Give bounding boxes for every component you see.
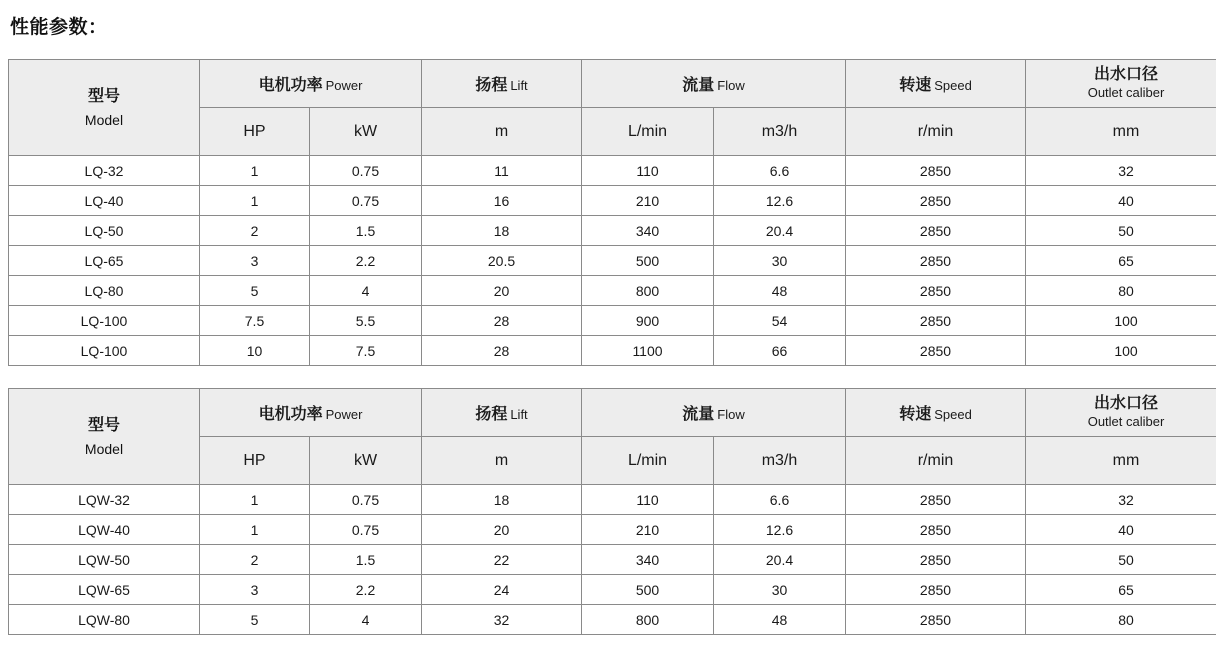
header-outlet-cn: 出水口径 xyxy=(1093,66,1158,84)
cell-hp: 3 xyxy=(200,246,310,276)
table-row xyxy=(9,336,1216,366)
header-unit-m3h: m3/h xyxy=(714,437,846,485)
header-unit-kw: kW xyxy=(310,108,422,156)
header-flow xyxy=(582,389,846,437)
cell-outlet: 65 xyxy=(1026,575,1216,605)
cell-hp: 5 xyxy=(200,605,310,635)
cell-model: LQW-65 xyxy=(9,575,200,605)
page-title: 性能参数： xyxy=(10,17,108,38)
cell-speed: 2850 xyxy=(846,545,1026,575)
spec-table-lqw xyxy=(8,388,1216,635)
cell-speed: 2850 xyxy=(846,605,1026,635)
cell-kw: 0.75 xyxy=(310,156,422,186)
header-power-cn: 电机功率 xyxy=(258,77,323,94)
cell-speed: 2850 xyxy=(846,186,1026,216)
cell-kw: 5.5 xyxy=(310,306,422,336)
header-lift xyxy=(422,60,582,108)
cell-lmin: 340 xyxy=(582,216,714,246)
cell-lift: 16 xyxy=(422,186,582,216)
cell-outlet: 80 xyxy=(1026,605,1216,635)
cell-lmin: 500 xyxy=(582,246,714,276)
header-flow-en: Flow xyxy=(717,407,745,422)
header-power-cn: 电机功率 xyxy=(258,406,323,423)
header-speed-en: Speed xyxy=(934,78,972,93)
cell-outlet: 40 xyxy=(1026,186,1216,216)
table-row xyxy=(9,306,1216,336)
cell-hp: 2 xyxy=(200,216,310,246)
cell-lmin: 210 xyxy=(582,186,714,216)
cell-hp: 1 xyxy=(200,186,310,216)
table-row xyxy=(9,545,1216,575)
cell-speed: 2850 xyxy=(846,276,1026,306)
header-unit-m: m xyxy=(422,437,582,485)
cell-outlet: 40 xyxy=(1026,515,1216,545)
header-outlet-en: Outlet caliber xyxy=(1087,414,1165,430)
cell-model: LQW-40 xyxy=(9,515,200,545)
spec-table-lq xyxy=(8,59,1216,366)
table-row xyxy=(9,156,1216,186)
header-unit-m3h: m3/h xyxy=(714,108,846,156)
cell-kw: 1.5 xyxy=(310,545,422,575)
header-unit-hp: HP xyxy=(200,437,310,485)
cell-speed: 2850 xyxy=(846,515,1026,545)
cell-hp: 5 xyxy=(200,276,310,306)
header-unit-mm: mm xyxy=(1026,108,1216,156)
cell-hp: 2 xyxy=(200,545,310,575)
header-power xyxy=(200,389,422,437)
header-model-cn: 型号 xyxy=(87,416,120,434)
header-model-en: Model xyxy=(84,111,124,128)
cell-lmin: 500 xyxy=(582,575,714,605)
cell-lmin: 800 xyxy=(582,605,714,635)
header-speed xyxy=(846,60,1026,108)
cell-hp: 7.5 xyxy=(200,306,310,336)
cell-speed: 2850 xyxy=(846,246,1026,276)
cell-hp: 3 xyxy=(200,575,310,605)
header-lift xyxy=(422,389,582,437)
cell-m3h: 6.6 xyxy=(714,485,846,515)
header-outlet-en: Outlet caliber xyxy=(1087,85,1165,101)
cell-hp: 1 xyxy=(200,485,310,515)
header-unit-rmin: r/min xyxy=(846,108,1026,156)
cell-kw: 7.5 xyxy=(310,336,422,366)
cell-kw: 4 xyxy=(310,605,422,635)
header-unit-m: m xyxy=(422,108,582,156)
table-row xyxy=(9,575,1216,605)
header-outlet xyxy=(1026,60,1216,108)
table-row xyxy=(9,246,1216,276)
cell-model: LQ-40 xyxy=(9,186,200,216)
cell-lmin: 210 xyxy=(582,515,714,545)
cell-m3h: 30 xyxy=(714,575,846,605)
header-lift-cn: 扬程 xyxy=(475,406,508,423)
cell-m3h: 6.6 xyxy=(714,156,846,186)
table-row xyxy=(9,515,1216,545)
header-model xyxy=(9,389,200,485)
cell-speed: 2850 xyxy=(846,156,1026,186)
cell-kw: 1.5 xyxy=(310,216,422,246)
table-header xyxy=(9,389,1216,485)
cell-speed: 2850 xyxy=(846,575,1026,605)
header-unit-mm: mm xyxy=(1026,437,1216,485)
header-lift-en: Lift xyxy=(510,407,528,422)
table-body-lqw xyxy=(9,485,1216,635)
cell-lift: 32 xyxy=(422,605,582,635)
cell-lift: 28 xyxy=(422,336,582,366)
cell-hp: 1 xyxy=(200,156,310,186)
header-flow-en: Flow xyxy=(717,78,745,93)
cell-lift: 20.5 xyxy=(422,246,582,276)
header-outlet-cn: 出水口径 xyxy=(1093,395,1158,413)
cell-outlet: 50 xyxy=(1026,545,1216,575)
header-unit-lmin: L/min xyxy=(582,437,714,485)
cell-m3h: 20.4 xyxy=(714,545,846,575)
cell-kw: 2.2 xyxy=(310,246,422,276)
cell-model: LQ-50 xyxy=(9,216,200,246)
cell-lmin: 800 xyxy=(582,276,714,306)
cell-lmin: 1100 xyxy=(582,336,714,366)
cell-speed: 2850 xyxy=(846,306,1026,336)
header-speed-cn: 转速 xyxy=(899,406,932,423)
cell-lift: 18 xyxy=(422,216,582,246)
cell-kw: 4 xyxy=(310,276,422,306)
cell-m3h: 48 xyxy=(714,605,846,635)
header-outlet xyxy=(1026,389,1216,437)
header-model xyxy=(9,60,200,156)
cell-lmin: 340 xyxy=(582,545,714,575)
header-speed-cn: 转速 xyxy=(899,77,932,94)
cell-lift: 28 xyxy=(422,306,582,336)
table-row xyxy=(9,485,1216,515)
cell-lmin: 110 xyxy=(582,485,714,515)
cell-speed: 2850 xyxy=(846,336,1026,366)
cell-model: LQW-32 xyxy=(9,485,200,515)
header-unit-rmin: r/min xyxy=(846,437,1026,485)
cell-m3h: 54 xyxy=(714,306,846,336)
table-row xyxy=(9,276,1216,306)
header-lift-cn: 扬程 xyxy=(475,77,508,94)
table-header xyxy=(9,60,1216,156)
header-unit-lmin: L/min xyxy=(582,108,714,156)
cell-lmin: 110 xyxy=(582,156,714,186)
header-flow xyxy=(582,60,846,108)
cell-hp: 10 xyxy=(200,336,310,366)
cell-m3h: 48 xyxy=(714,276,846,306)
cell-model: LQ-100 xyxy=(9,336,200,366)
cell-model: LQW-50 xyxy=(9,545,200,575)
cell-m3h: 12.6 xyxy=(714,186,846,216)
table-row xyxy=(9,605,1216,635)
header-power-en: Power xyxy=(325,78,363,93)
header-unit-hp: HP xyxy=(200,108,310,156)
cell-outlet: 32 xyxy=(1026,156,1216,186)
cell-outlet: 65 xyxy=(1026,246,1216,276)
cell-kw: 0.75 xyxy=(310,515,422,545)
table-row xyxy=(9,186,1216,216)
cell-m3h: 30 xyxy=(714,246,846,276)
header-speed-en: Speed xyxy=(934,407,972,422)
cell-kw: 0.75 xyxy=(310,485,422,515)
cell-kw: 2.2 xyxy=(310,575,422,605)
table-row xyxy=(9,216,1216,246)
cell-lift: 20 xyxy=(422,276,582,306)
header-flow-cn: 流量 xyxy=(682,406,715,423)
cell-m3h: 66 xyxy=(714,336,846,366)
cell-outlet: 50 xyxy=(1026,216,1216,246)
cell-lmin: 900 xyxy=(582,306,714,336)
cell-model: LQ-32 xyxy=(9,156,200,186)
cell-model: LQW-80 xyxy=(9,605,200,635)
header-power xyxy=(200,60,422,108)
table-body-lq xyxy=(9,156,1216,366)
header-lift-en: Lift xyxy=(510,78,528,93)
cell-model: LQ-65 xyxy=(9,246,200,276)
cell-lift: 24 xyxy=(422,575,582,605)
cell-hp: 1 xyxy=(200,515,310,545)
cell-m3h: 12.6 xyxy=(714,515,846,545)
cell-lift: 18 xyxy=(422,485,582,515)
cell-model: LQ-80 xyxy=(9,276,200,306)
header-power-en: Power xyxy=(325,407,363,422)
header-model-en: Model xyxy=(84,440,124,457)
cell-m3h: 20.4 xyxy=(714,216,846,246)
cell-lift: 20 xyxy=(422,515,582,545)
cell-kw: 0.75 xyxy=(310,186,422,216)
cell-outlet: 80 xyxy=(1026,276,1216,306)
cell-outlet: 32 xyxy=(1026,485,1216,515)
cell-model: LQ-100 xyxy=(9,306,200,336)
cell-lift: 11 xyxy=(422,156,582,186)
cell-outlet: 100 xyxy=(1026,336,1216,366)
header-model-cn: 型号 xyxy=(87,87,120,105)
header-unit-kw: kW xyxy=(310,437,422,485)
cell-outlet: 100 xyxy=(1026,306,1216,336)
header-speed xyxy=(846,389,1026,437)
header-flow-cn: 流量 xyxy=(682,77,715,94)
cell-speed: 2850 xyxy=(846,485,1026,515)
cell-lift: 22 xyxy=(422,545,582,575)
cell-speed: 2850 xyxy=(846,216,1026,246)
